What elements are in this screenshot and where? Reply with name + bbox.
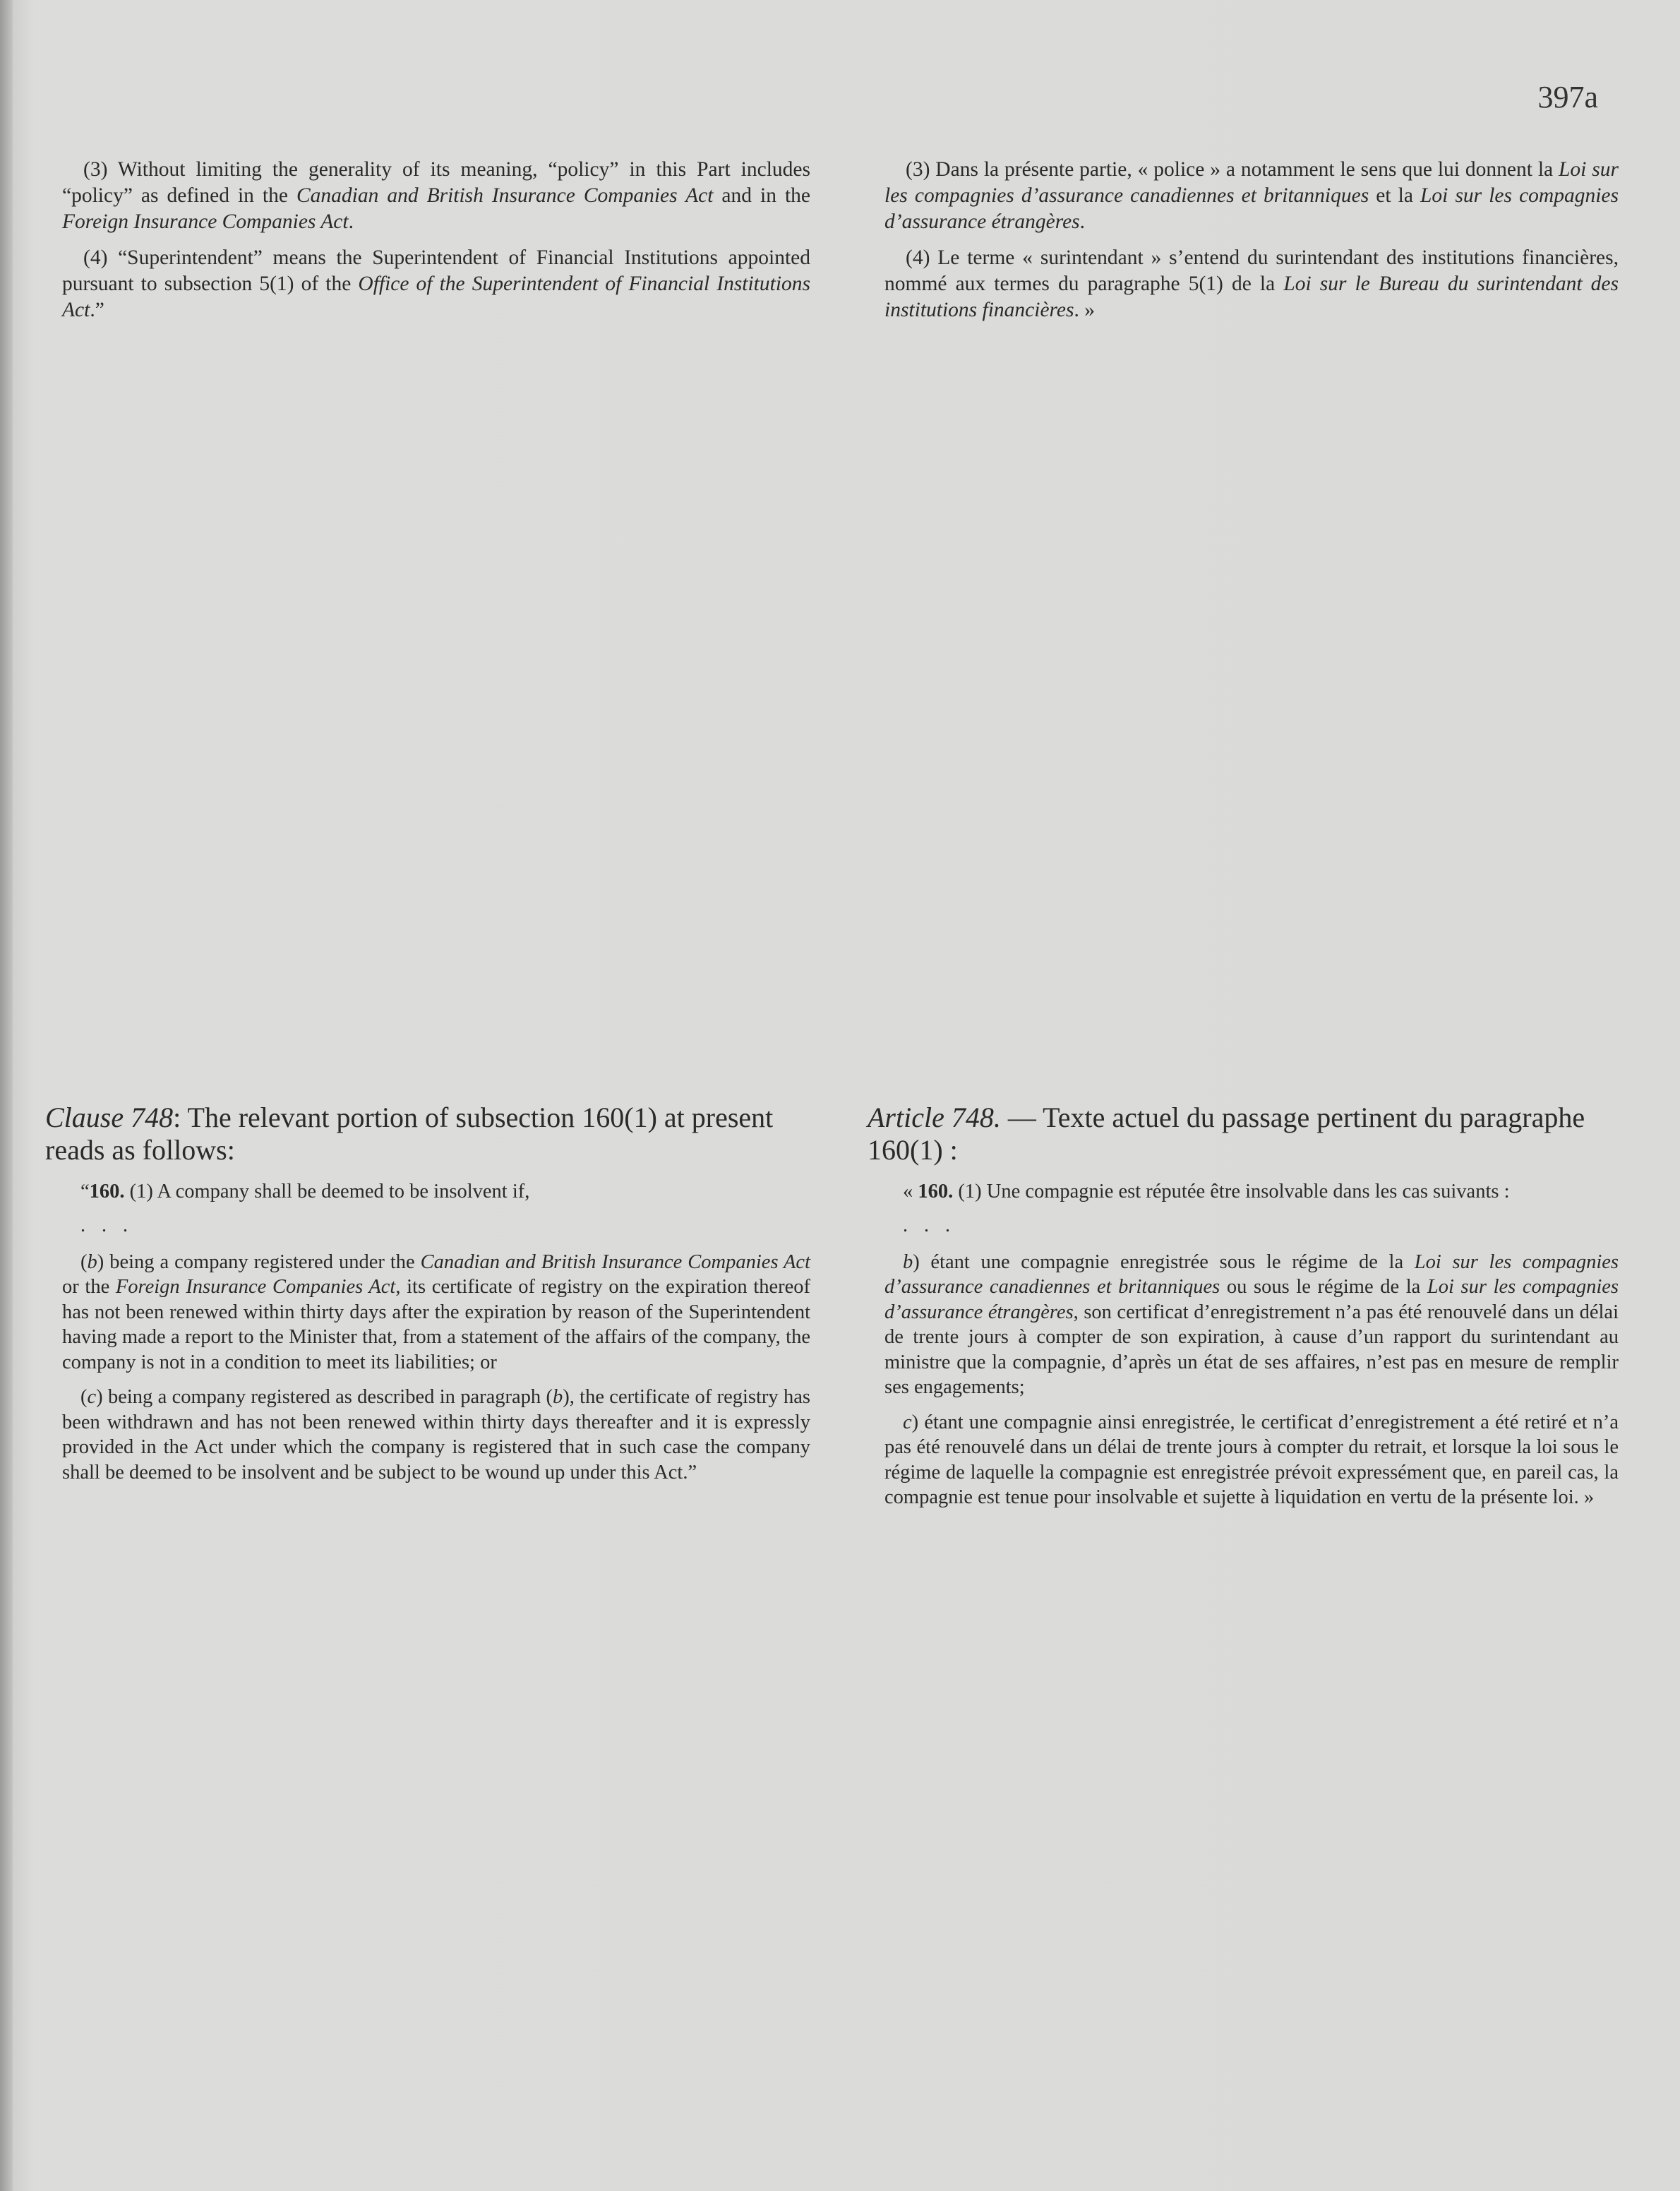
english-ellipsis: . . . [80,1214,133,1236]
french-definition-surintendant: (4) Le terme « surintendant » s’entend du surintendant des institutions financières, nommé aux termes du paragraphe 5(1) de la Loi sur le Bureau du surintendant des institutions financières. » [884,246,1619,321]
english-definition-policy: (3) Without limiting the generality of its meaning, “policy” in this Part includes “policy” as defined in the Canadian and British Insurance Companies Act and in the Foreign Insurance Companies Act. [62,158,810,233]
french-paragraph-b: b) étant une compagnie enregistrée sous le régime de la Loi sur les compagnies d’assurance canadiennes et britanniques ou sous le régime de la Loi sur les compagnies d’assurance étrangères, son certificat d’enregistrement n’a pas été renouvelé dans un délai de trente jours à compter de son expiration, à cause d’un rapport du surintendant au ministre que la compagnie, d’après un état de ses affaires, n’est pas en mesure de remplir ses engagements; [884,1250,1619,1398]
french-ellipsis: . . . [903,1214,956,1236]
french-article-note [868,1102,1619,1520]
french-definition-police: (3) Dans la présente partie, « police » a notamment le sens que lui donnent la Loi sur les compagnies d’assurance canadiennes et britanniques et la Loi sur les compagnies d’assurance étrangères. [884,158,1619,233]
english-definitions [62,157,810,333]
book-spine-shadow [0,0,13,2191]
french-section-160-intro: « 160. (1) Une compagnie est réputée être insolvable dans les cas suivants : [903,1181,1510,1202]
english-paragraph-c: (c) being a company registered as described in paragraph (b), the certificate of registry has been withdrawn and has not been renewed within thirty days thereafter and it is expressly provided in the Act under which the company is registered that in such case the company shall be deemed to be insolvent and be subject to be wound up under this Act.” [62,1386,810,1483]
english-clause-note [45,1102,810,1495]
document-page [13,0,1680,2191]
english-clause-heading: Clause 748: The relevant portion of subsection 160(1) at present reads as follows: [45,1102,774,1166]
english-section-160-intro: “160. (1) A company shall be deemed to be insolvent if, [80,1181,530,1202]
page-number: 397a [1537,80,1598,114]
french-article-heading: Article 748. — Texte actuel du passage pertinent du paragraphe 160(1) : [868,1102,1585,1166]
french-paragraph-c: c) étant une compagnie ainsi enregistrée, le certificat d’enregistrement a été retiré et n’a pas été renouvelé dans un délai de trente jours à compter du retrait, et lorsque la loi sous le régime de laquelle la compagnie est enregistrée prévoit expressément que, en pareil cas, la compagnie est tenue pour insolvable et sujette à liquidation en vertu de la présente loi. » [884,1411,1619,1508]
english-paragraph-b: (b) being a company registered under the Canadian and British Insurance Companies Act or the Foreign Insurance Companies Act, its certificate of registry on the expiration thereof has not been renewed within thirty days after the expiration by reason of the Superintendent having made a report to the Minister that, from a statement of the affairs of the company, the company is not in a condition to meet its liabilities; or [62,1250,810,1373]
english-definition-superintendent: (4) “Superintendent” means the Superintendent of Financial Institutions appointed pursuant to subsection 5(1) of the Office of the Superintendent of Financial Institutions Act.” [62,246,811,321]
french-definitions [884,157,1619,333]
